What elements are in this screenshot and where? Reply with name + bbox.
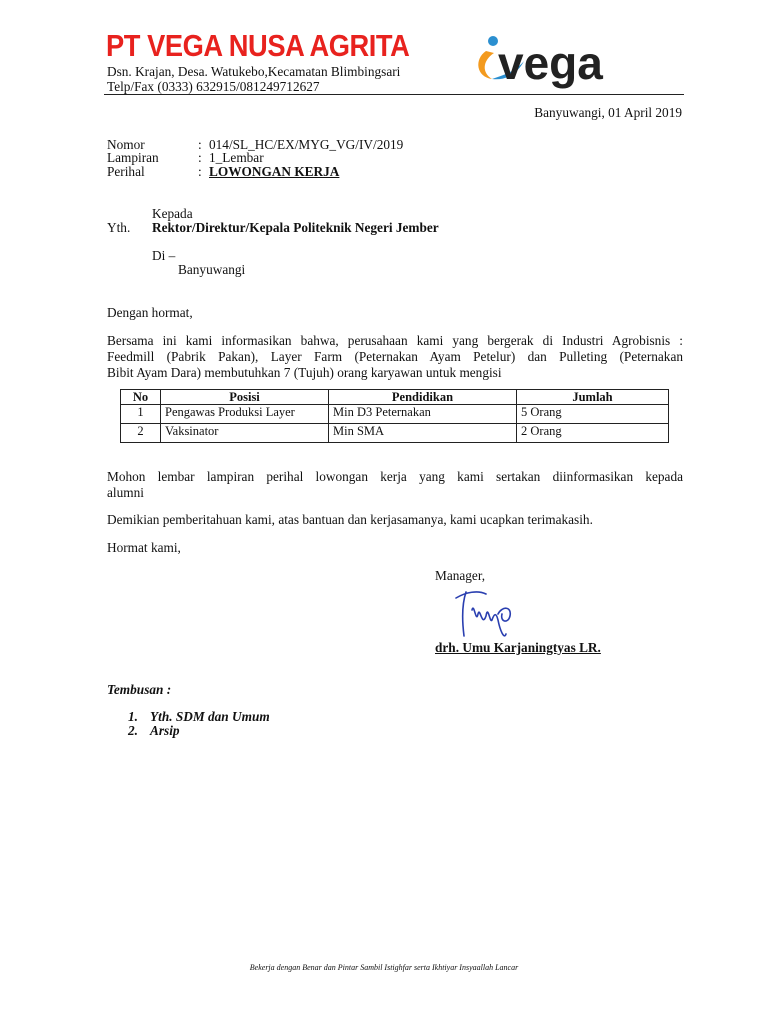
recipient-name: Rektor/Direktur/Kepala Politeknik Negeri Jember <box>152 220 439 235</box>
cell-jumlah: 5 Orang <box>517 405 669 424</box>
company-name: PT VEGA NUSA AGRITA <box>106 28 410 63</box>
tembusan-item-text: Arsip <box>150 723 180 738</box>
intro-line: Bersama ini kami informasikan bahwa, perusahaan kami yang bergerak di Industri Agrobisnis : <box>107 333 683 348</box>
meta-value-perihal: LOWONGAN KERJA <box>209 164 340 179</box>
tembusan-item-number: 1. <box>128 709 138 724</box>
tembusan-item-text: Yth. SDM dan Umum <box>150 709 270 724</box>
intro-line: Feedmill (Pabrik Pakan), Layer Farm (Peternakan Ayam Petelur) dan Pulleting (Peternakan <box>107 349 683 364</box>
request-line: alumni <box>107 485 144 500</box>
vacancy-table <box>120 389 669 443</box>
tembusan-item <box>128 723 180 739</box>
column-header-no: No <box>121 390 161 405</box>
request-line: Mohon lembar lampiran perihal lowongan kerja yang kami sertakan diinformasikan kepada <box>107 469 683 484</box>
column-header-pendidikan: Pendidikan <box>329 390 517 405</box>
meta-value-nomor: 014/SL_HC/EX/MYG_VG/IV/2019 <box>209 137 404 152</box>
table-row <box>121 405 669 424</box>
vega-logo <box>472 33 668 91</box>
logo-swoosh-orange <box>478 51 494 79</box>
greeting: Dengan hormat, <box>107 305 193 320</box>
meta-colon: : <box>198 164 202 179</box>
table-row <box>121 424 669 443</box>
regards: Hormat kami, <box>107 540 181 555</box>
logo-dot <box>488 36 498 46</box>
company-phone: Telp/Fax (0333) 632915/081249712627 <box>107 79 320 94</box>
cell-jumlah: 2 Orang <box>517 424 669 443</box>
recipient-kepada: Kepada <box>152 206 193 221</box>
meta-colon: : <box>198 150 202 165</box>
cell-pendidikan: Min SMA <box>329 424 517 443</box>
column-header-jumlah: Jumlah <box>517 390 669 405</box>
recipient-di: Di – <box>152 248 176 263</box>
recipient-yth: Yth. <box>107 220 131 235</box>
cell-posisi: Vaksinator <box>161 424 329 443</box>
closing-text: Demikian pemberitahuan kami, atas bantuan dan kerjasamanya, kami ucapkan terimakasih. <box>107 512 593 527</box>
letterhead-rule <box>104 94 684 95</box>
footer-motto: Bekerja dengan Benar dan Pintar Sambil Istighfar serta Ikhtiyar Insyaallah Lancar <box>249 963 519 972</box>
cell-posisi: Pengawas Produksi Layer <box>161 405 329 424</box>
cell-pendidikan: Min D3 Peternakan <box>329 405 517 424</box>
cell-no: 2 <box>121 424 161 443</box>
request-paragraph <box>107 469 683 501</box>
intro-line: Bibit Ayam Dara) membutuhkan 7 (Tujuh) orang karyawan untuk mengisi <box>107 365 502 380</box>
meta-value-lampiran: 1_Lembar <box>209 150 264 165</box>
meta-label-lampiran: Lampiran <box>107 150 159 165</box>
handwritten-signature <box>452 584 522 646</box>
letter-date: Banyuwangi, 01 April 2019 <box>534 105 682 120</box>
table-header-row <box>121 390 669 405</box>
signatory-name: drh. Umu Karjaningtyas LR. <box>435 640 601 655</box>
meta-label-nomor: Nomor <box>107 137 145 152</box>
company-address: Dsn. Krajan, Desa. Watukebo,Kecamatan Blimbingsari <box>107 64 401 79</box>
column-header-posisi: Posisi <box>161 390 329 405</box>
signatory-title: Manager, <box>435 568 486 583</box>
tembusan-label: Tembusan : <box>107 682 172 697</box>
tembusan-item-number: 2. <box>128 723 138 738</box>
cell-no: 1 <box>121 405 161 424</box>
logo-text: vega <box>498 37 603 89</box>
meta-label-perihal: Perihal <box>107 164 145 179</box>
recipient-city: Banyuwangi <box>178 262 246 277</box>
intro-paragraph <box>107 333 683 381</box>
meta-colon: : <box>198 137 202 152</box>
